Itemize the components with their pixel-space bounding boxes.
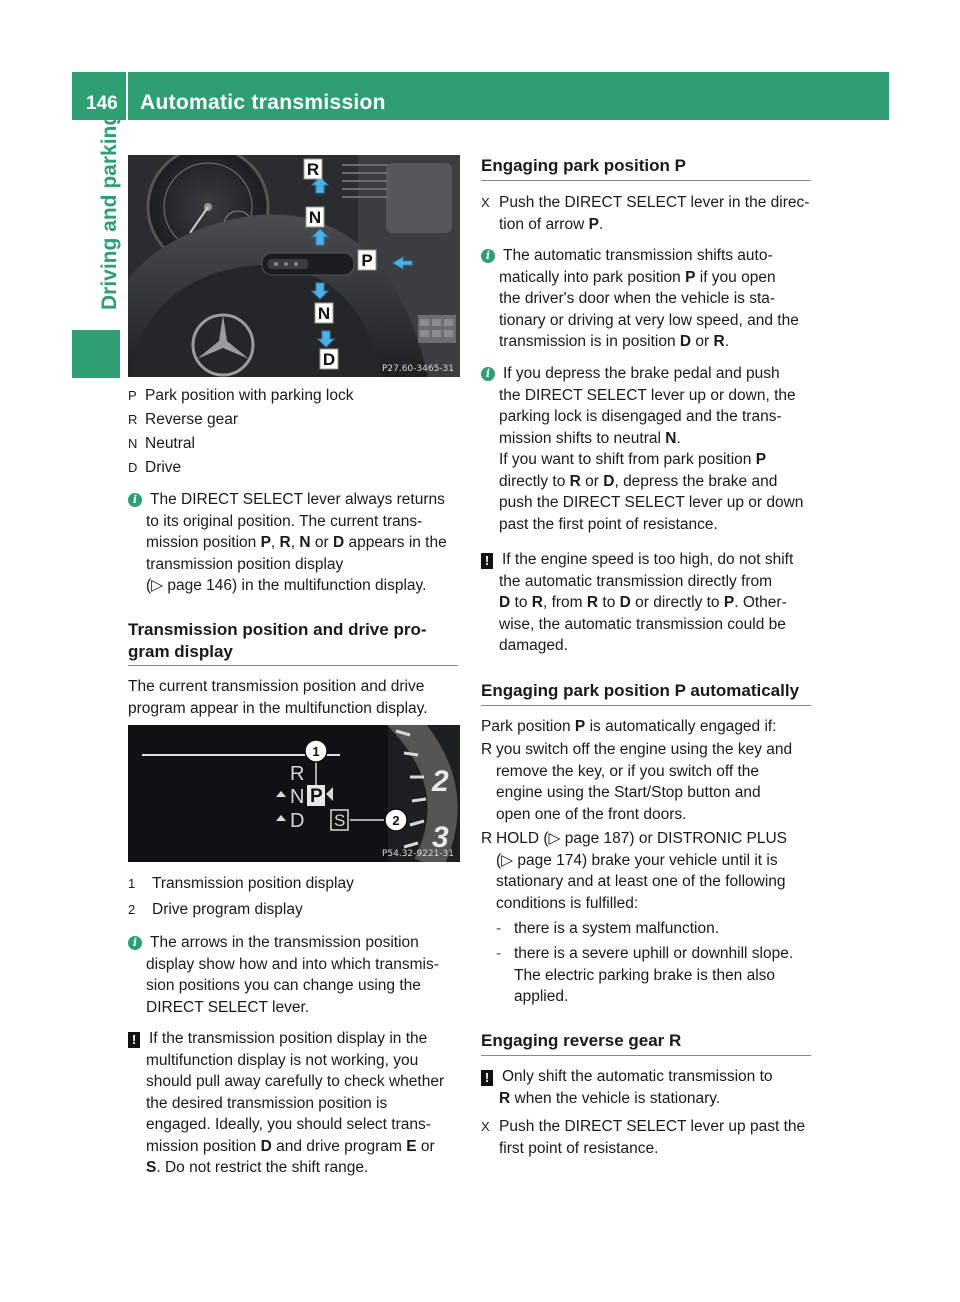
x-step-icon: X bbox=[481, 1119, 490, 1134]
warning-icon: ! bbox=[481, 1070, 493, 1086]
x-step-icon: X bbox=[481, 195, 490, 210]
legend-item: R Reverse gear bbox=[128, 411, 239, 428]
gear-label-p: P bbox=[361, 251, 373, 270]
info-icon: i bbox=[128, 936, 142, 950]
legend-item: P Park position with parking lock bbox=[128, 387, 354, 404]
display-gear-p: P bbox=[310, 786, 323, 807]
sub-bullet-item: - there is a severe uphill or downhill slope. The electric parking brake is then also applied. bbox=[496, 945, 794, 1005]
section-intro: Park position P is automatically engaged if: bbox=[481, 718, 777, 735]
figure-code: P27.60-3465-31 bbox=[381, 364, 454, 374]
page-number: 146 bbox=[86, 93, 118, 114]
display-gear-r: R bbox=[290, 763, 305, 785]
callout-2: 2 bbox=[392, 813, 400, 828]
sub-bullet-item: - there is a system malfunction. bbox=[496, 918, 816, 940]
callout-legend-item: 2 Drive program display bbox=[128, 901, 303, 918]
legend-item: N Neutral bbox=[128, 435, 195, 452]
info-note: i If you depress the brake pedal and push the DIRECT SELECT lever up or down, the parking lock is disengaged and the trans- mission shifts to neutral N. If you want to shift from park position P directly to R or D, depress the brake and push the DIRECT SELECT lever up or down past the first point of resistance. bbox=[481, 363, 815, 535]
bullet-item: R you switch off the engine using the key and remove the key, or if you switch off the engine using the Start/Stop button and open one of the front doors. bbox=[481, 741, 793, 823]
callout-legend-item: 1 Transmission position display bbox=[128, 875, 354, 892]
section-rule bbox=[481, 180, 811, 181]
transmission-display-illustration bbox=[128, 725, 460, 862]
display-gear-d: D bbox=[290, 810, 305, 832]
page-reference-link[interactable]: (▷ page 146) in the multifunction display. bbox=[146, 577, 427, 594]
instruction-step: X Push the DIRECT SELECT lever up past the first point of resistance. bbox=[481, 1118, 806, 1157]
info-note: i The automatic transmission shifts auto- matically into park position P if you open the driver's door when the vehicle is sta- tionary or driving at very low speed, and the transmission is in position D or R. bbox=[481, 245, 815, 353]
info-icon: i bbox=[481, 367, 495, 381]
warning-icon: ! bbox=[481, 553, 493, 569]
drive-program-s: S bbox=[334, 811, 346, 830]
section-rule bbox=[128, 665, 458, 666]
bullet-icon: R bbox=[481, 830, 493, 847]
header-divider bbox=[126, 72, 128, 120]
speedometer-numeral: 3 bbox=[432, 821, 449, 854]
dash-icon: - bbox=[496, 945, 502, 962]
section-rule bbox=[481, 705, 811, 706]
display-gear-n: N bbox=[290, 786, 305, 808]
gear-label-d: D bbox=[322, 350, 336, 369]
warning-note: ! If the transmission position display in the multifunction display is not working, you should pull away carefully to check whether the desired transmission position is engaged. Ideally, you should select trans- mission position D and drive program E or S. Do not restrict the shift range. bbox=[128, 1028, 462, 1179]
page-title: Automatic transmission bbox=[140, 91, 386, 114]
side-tab-marker bbox=[72, 330, 120, 378]
side-tab-label: Driving and parking bbox=[98, 112, 121, 310]
section-heading: Engaging park position P bbox=[481, 156, 686, 175]
legend-item: D Drive bbox=[128, 459, 182, 476]
gear-label-n-up: N bbox=[308, 208, 322, 227]
steering-wheel-illustration bbox=[128, 155, 460, 377]
info-icon: i bbox=[481, 249, 495, 263]
speedometer-numeral: 2 bbox=[432, 765, 449, 798]
section-heading: Engaging park position P automatically bbox=[481, 681, 800, 700]
section-rule bbox=[481, 1055, 811, 1056]
section-heading: Engaging reverse gear R bbox=[481, 1031, 682, 1050]
warning-note: ! If the engine speed is too high, do not shift the automatic transmission directly from D to R, from R to D or directly to P. Other- wise, the automatic transmission could be damaged. bbox=[481, 549, 815, 657]
multifunction-display-figure bbox=[128, 725, 460, 862]
steering-wheel-figure bbox=[128, 155, 460, 377]
section-intro: The current transmission position and drive program appear in the multifunction display. bbox=[128, 678, 428, 717]
section-heading: Transmission position and drive pro- gram display bbox=[128, 620, 427, 661]
callout-1: 1 bbox=[312, 744, 320, 759]
bullet-icon: R bbox=[481, 741, 493, 758]
bullet-item: R HOLD (▷ page 187) or DISTRONIC PLUS (▷ page 174) brake your vehicle until it is stationary and at least one of the following conditions is fulfilled: bbox=[481, 830, 788, 912]
info-note: i The DIRECT SELECT lever always returns to its original position. The current trans- mission position P, R, N or D appears in the transmission position display (▷ page 146) in the multifunction display. bbox=[128, 489, 462, 597]
gear-label-n-down: N bbox=[317, 304, 331, 323]
info-note: i The arrows in the transmission position display show how and into which transmis- sion positions you can change using the DIRECT SELECT lever. bbox=[128, 932, 462, 1018]
dash-icon: - bbox=[496, 920, 502, 937]
warning-note: ! Only shift the automatic transmission to R when the vehicle is stationary. bbox=[481, 1066, 815, 1109]
info-icon: i bbox=[128, 493, 142, 507]
gear-label-r: R bbox=[306, 160, 320, 179]
warning-icon: ! bbox=[128, 1032, 140, 1048]
figure-code: P54.32-9221-31 bbox=[381, 849, 454, 859]
instruction-step: X Push the DIRECT SELECT lever in the direc- tion of arrow P. bbox=[481, 194, 810, 233]
